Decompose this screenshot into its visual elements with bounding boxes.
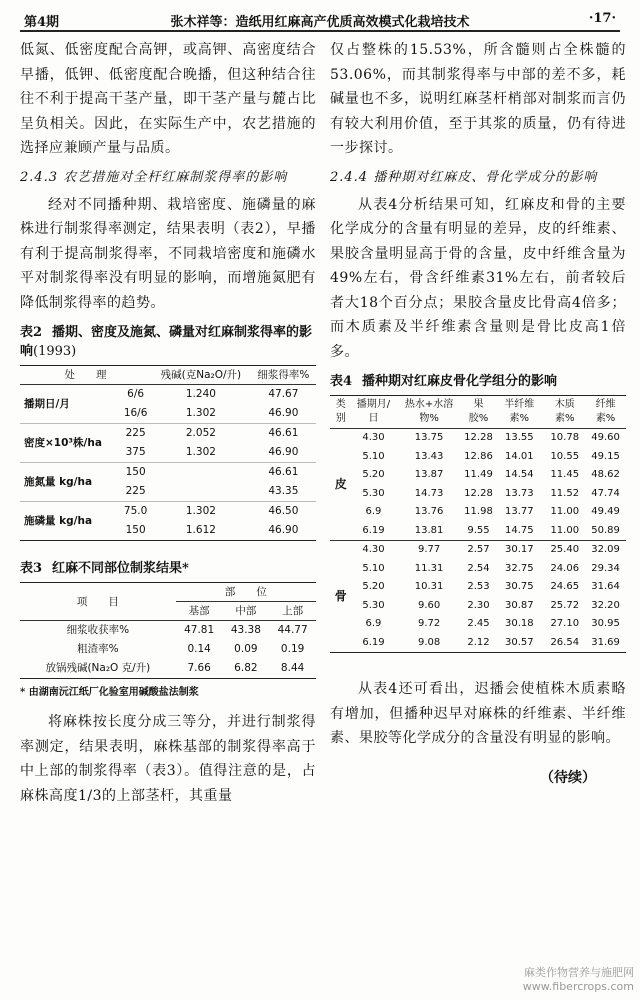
table-row: [330, 615, 626, 634]
table4-category: 骨: [334, 589, 347, 604]
table-cell: 29.34: [591, 562, 620, 574]
table-cell: 11.98: [464, 506, 493, 517]
table-cell: 5.20: [362, 581, 385, 592]
left-column: [20, 38, 316, 808]
watermark: [523, 966, 634, 994]
table-cell: 13.75: [414, 432, 444, 443]
table-cell: 14.54: [504, 469, 534, 480]
table-row: [330, 429, 626, 448]
table-cell: 44.77: [277, 624, 308, 636]
paragraph: 从表4分析结果可知，红麻皮和骨的主要化学成分的含量有明显的差异，皮的纤维素、果胶含量明显高于骨的含量，皮中纤维含量为49%左右，骨含纤维素31%左右，前者较后者大18个百分点；果胶含量皮比骨高4倍多；而木质素及半纤维素含量则是骨比皮高1倍多。: [330, 196, 626, 360]
paragraph: 仅占整株的15.53%，所含髓则占全株髓的53.06%，而其制浆得率与中部的差不多，耗碱量也不多，说明红麻茎杆梢部对制浆而言仍有较大利用价值，至于其浆的质量，仍有待进一步探讨。: [330, 42, 626, 156]
table2-group-label: 施氮量 kg/ha: [24, 475, 93, 488]
watermark-site-name: 麻类作物营养与施肥网: [524, 966, 634, 979]
table-cell: 1.302: [185, 407, 216, 419]
issue-number: 第4期: [24, 15, 60, 30]
table-cell: 24.65: [550, 581, 580, 592]
table-cell: 48.62: [591, 469, 620, 480]
table3: [20, 582, 316, 679]
table-cell: 14.75: [504, 524, 534, 536]
table3-title: 红麻不同部位制浆结果*: [52, 561, 189, 576]
table-cell: 9.08: [417, 636, 441, 648]
watermark-url: www.fibercrops.com: [522, 980, 634, 993]
table-cell: 5.20: [362, 469, 385, 480]
table-cell: 2.12: [467, 636, 490, 648]
table-row: [330, 485, 626, 504]
table-cell: 30.95: [591, 618, 620, 629]
table-cell: 5.30: [362, 487, 385, 499]
table-cell: 6/6: [127, 388, 145, 400]
table-cell: 150: [125, 466, 146, 478]
table-cell: 43.35: [268, 485, 299, 497]
table-cell: 6.19: [362, 636, 385, 648]
table-cell: 1.302: [185, 446, 216, 458]
table-cell: 4.30: [362, 544, 385, 555]
table-cell: 47.81: [184, 624, 215, 636]
table-cell: 6.9: [365, 618, 382, 629]
table-cell: 43.38: [230, 624, 261, 636]
table-cell: 9.60: [417, 599, 441, 611]
running-header: [20, 8, 620, 32]
table-cell: 32.75: [504, 562, 534, 574]
table-cell: 30.75: [504, 581, 534, 592]
table-row: [330, 522, 626, 541]
table4-caption: [330, 372, 626, 391]
table3-header: 上部: [269, 602, 316, 621]
table-cell: 1.302: [185, 505, 216, 517]
table-cell: 32.20: [591, 599, 620, 611]
table-cell: 13.76: [414, 506, 444, 517]
table-cell: 10.55: [550, 450, 580, 462]
paragraph: 从表4还可看出，迟播会使植株木质素略有增加，但播种迟早对麻株的纤维素、半纤维素、果胶等化学成分的含量没有明显的影响。: [330, 681, 626, 746]
table-cell: 49.15: [591, 450, 620, 462]
paragraph: 经对不同播种期、栽培密度、施磷量的麻株进行制浆得率测定，结果表明（表2），早播有利于提高制浆得率，不同栽培密度和施磷水平对制浆得率没有明显的影响，而增施氮肥有降低制浆得率的趋势。: [20, 196, 316, 311]
table-cell: 30.18: [504, 618, 534, 629]
paragraph: 将麻株按长度分成三等分，并进行制浆得率测定，结果表明，麻株基部的制浆得率高于中上部的制浆得率（表3）。值得注意的是，占麻株高度1/3的上部茎杆，其重量: [20, 714, 316, 804]
table-cell: 5.10: [362, 562, 385, 574]
table3-item: 放锅残碱(Na₂O 克/升): [45, 662, 151, 674]
table4-header: 播期月/日: [351, 396, 395, 429]
table2-title: 播期、密度及施氮、磷量对红麻制浆得率的影响: [20, 325, 313, 359]
table-cell: 11.31: [414, 562, 444, 574]
article-title: 张木祥等：造纸用红麻高产优质高效模式化栽培技术: [170, 15, 470, 30]
table-cell: 46.90: [268, 407, 299, 419]
table-cell: 13.73: [504, 487, 534, 499]
table-row: [330, 634, 626, 653]
table-row: [330, 560, 626, 579]
continued-note: （待续）: [540, 769, 596, 786]
table-row: [330, 503, 626, 522]
table-cell: 25.40: [550, 544, 580, 555]
table-row: [330, 597, 626, 616]
table-cell: 6.9: [365, 506, 382, 517]
table-cell: 6.82: [234, 662, 258, 674]
table-cell: 25.72: [550, 599, 580, 611]
table-cell: 13.55: [504, 432, 534, 443]
table4-header: 热水+水溶物%: [395, 396, 462, 429]
table-cell: 0.09: [234, 643, 258, 655]
table-row: [20, 640, 316, 659]
table-cell: 46.90: [268, 524, 299, 536]
table-cell: [151, 482, 251, 502]
table3-item: 粗渣率%: [77, 643, 119, 655]
table-cell: 30.17: [504, 544, 534, 555]
section-heading-2-4-3: 2.4.3 农艺措施对全杆红麻制浆得率的影响: [20, 169, 288, 185]
table-cell: 13.43: [414, 450, 444, 462]
table-row: [20, 385, 316, 405]
table-cell: 24.06: [550, 562, 580, 574]
table-cell: 49.49: [591, 506, 620, 517]
table-cell: 225: [125, 485, 146, 497]
table-cell: 2.30: [467, 599, 490, 611]
table4-header: 类别: [330, 396, 351, 429]
table-cell: 5.10: [362, 450, 385, 462]
table-cell: 47.67: [268, 388, 299, 400]
table-cell: 4.30: [362, 432, 385, 443]
table-cell: 47.74: [591, 487, 620, 499]
table2-group-label: 播期日/月: [24, 397, 70, 410]
table-cell: 27.10: [550, 618, 580, 629]
table-cell: 2.052: [185, 427, 216, 439]
table2-label: 表2: [20, 325, 43, 340]
table-cell: 13.81: [414, 524, 444, 536]
table2-header: 细浆得率%: [251, 366, 316, 385]
table-cell: 9.72: [417, 618, 441, 629]
table-cell: [151, 463, 251, 483]
table-cell: 50.89: [591, 524, 620, 536]
page-number: ·17·: [588, 11, 616, 26]
paragraph: 低氮、低密度配合高钾，或高钾、高密度结合早播，低钾、低密度配合晚播，但这种结合往往不利于提高干茎产量，即干茎产量与麓占比呈负相关。因此，在实际生产中，农艺措施的选择应兼顾产量与品质。: [20, 42, 316, 156]
table-cell: 11.45: [550, 469, 580, 480]
table-row: [330, 578, 626, 597]
table3-group-header: 部 位: [176, 583, 316, 602]
table3-item: 细浆收获率%: [66, 624, 130, 636]
table3-footnote: * 由湖南沅江纸厂化验室用碱酸盐法制浆: [20, 687, 199, 698]
table4-title: 播种期对红麻皮骨化学组分的影响: [362, 374, 558, 389]
table-cell: 12.28: [464, 432, 493, 443]
table-cell: 6.19: [362, 524, 385, 536]
table3-header: 基部: [176, 602, 223, 621]
table-cell: 375: [125, 446, 146, 458]
table-cell: 12.86: [464, 450, 493, 462]
table-row: [330, 541, 626, 560]
table-cell: 2.45: [467, 618, 490, 629]
table-row: [20, 424, 316, 444]
table-row: [20, 621, 316, 641]
table4-header: 纤维素%: [585, 396, 626, 429]
table4-header: 半纤维素%: [494, 396, 544, 429]
table-cell: 5.30: [362, 599, 385, 611]
table-cell: 11.00: [550, 506, 580, 517]
table4-header: 果胶%: [463, 396, 494, 429]
table2-year: (1993): [33, 344, 77, 359]
table-cell: 10.78: [550, 432, 580, 443]
table-row: [330, 448, 626, 467]
table-cell: 13.77: [504, 506, 534, 517]
right-column: [330, 38, 626, 787]
table-cell: 14.73: [414, 487, 444, 499]
table2-group-label: 施磷量 kg/ha: [24, 514, 93, 527]
table-cell: 75.0: [123, 505, 148, 517]
table-cell: 2.57: [467, 544, 490, 555]
table-cell: 11.52: [550, 487, 580, 499]
table-cell: 11.49: [464, 469, 493, 480]
table4-category: 皮: [334, 477, 347, 492]
table3-caption: [20, 559, 316, 578]
table-cell: 31.69: [591, 636, 620, 648]
table2: [20, 365, 316, 541]
table-row: [20, 502, 316, 522]
table2-header: 残碱(克Na₂O/升): [151, 366, 251, 385]
table-cell: 2.53: [467, 581, 490, 592]
table-cell: 1.612: [185, 524, 216, 536]
table-cell: 31.64: [591, 581, 620, 592]
table-cell: 16/6: [123, 407, 148, 419]
table4-header: 木质素%: [544, 396, 585, 429]
table-cell: 32.09: [591, 544, 620, 555]
table2-group-label: 密度×10³株/ha: [24, 436, 102, 449]
table-cell: 49.60: [591, 432, 620, 443]
table3-item-header: 项 目: [20, 583, 176, 621]
table-row: [20, 659, 316, 679]
table-cell: 9.55: [467, 524, 490, 536]
table2-header: 处 理: [20, 366, 151, 385]
table-cell: 46.90: [268, 446, 299, 458]
table3-label: 表3: [20, 561, 43, 576]
table-cell: 10.31: [414, 581, 444, 592]
table-cell: 46.61: [268, 427, 299, 439]
table-cell: 11.00: [550, 524, 580, 536]
table-cell: 30.57: [504, 636, 534, 648]
table-cell: 14.01: [504, 450, 534, 462]
table-cell: 9.77: [417, 544, 441, 555]
table-cell: 1.240: [185, 388, 216, 400]
table-row: [330, 466, 626, 485]
table-cell: 13.87: [414, 469, 444, 480]
table-cell: 225: [125, 427, 146, 439]
table-cell: 150: [125, 524, 146, 536]
table-cell: 12.28: [464, 487, 493, 499]
table-cell: 0.19: [280, 643, 305, 655]
table-cell: 46.50: [268, 505, 299, 517]
table-cell: 26.54: [550, 636, 580, 648]
table-cell: 0.14: [187, 643, 211, 655]
section-heading-2-4-4: 2.4.4 播种期对红麻皮、骨化学成分的影响: [330, 169, 598, 185]
table-cell: 7.66: [187, 662, 211, 674]
table4: [330, 395, 626, 653]
table-cell: 46.61: [268, 466, 299, 478]
table-cell: 8.44: [280, 662, 305, 674]
table2-caption: [20, 323, 316, 361]
table-row: [20, 463, 316, 483]
table-cell: 2.54: [467, 562, 490, 574]
table3-header: 中部: [223, 602, 270, 621]
table4-label: 表4: [330, 374, 353, 389]
table-cell: 30.87: [504, 599, 534, 611]
